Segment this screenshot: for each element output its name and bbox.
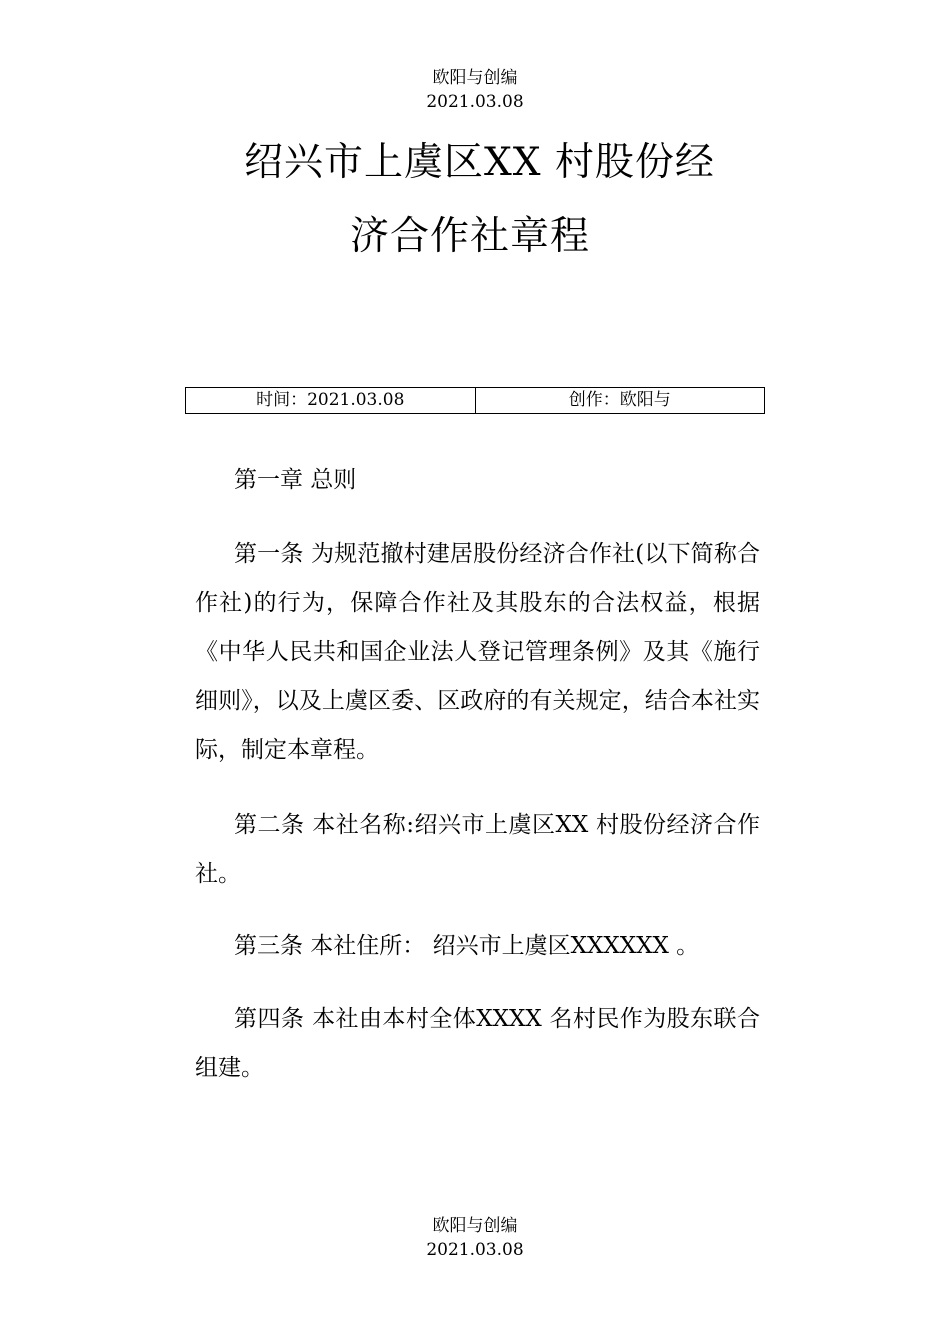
meta-time: 时间：2021.03.08 xyxy=(256,390,405,410)
page-header xyxy=(0,66,950,114)
article-1: 第一条 为规范撤村建居股份经济合作社(以下简称合作社)的行为，保障合作社及其股东的合法权益，根据《中华人民共和国企业法人登记管理条例》及其《施行细则》，以及上虞区委、区政府的有关规定，结合本社实际，制定本章程。 xyxy=(195,541,760,763)
meta-creator: 创作：欧阳与 xyxy=(475,388,765,413)
footer-date: 2021.03.08 xyxy=(426,1240,524,1260)
header-date: 2021.03.08 xyxy=(426,92,524,112)
header-author: 欧阳与创编 xyxy=(432,68,518,88)
article-4: 第四条 本社由本村全体XXXX 名村民作为股东联合组建。 xyxy=(195,1006,760,1081)
chapter-heading: 第一章 总则 xyxy=(234,467,357,493)
footer-author: 欧阳与创编 xyxy=(432,1216,518,1236)
document-title-line-2: 济合作社章程 xyxy=(350,214,591,259)
article-2: 第二条 本社名称:绍兴市上虞区XX 村股份经济合作社。 xyxy=(195,812,760,887)
meta-table xyxy=(185,387,765,414)
document-title-line-1: 绍兴市上虞区XX 村股份经 xyxy=(244,140,715,185)
article-3: 第三条 本社住所： 绍兴市上虞区XXXXXX 。 xyxy=(234,933,700,959)
page-footer xyxy=(0,1214,950,1262)
